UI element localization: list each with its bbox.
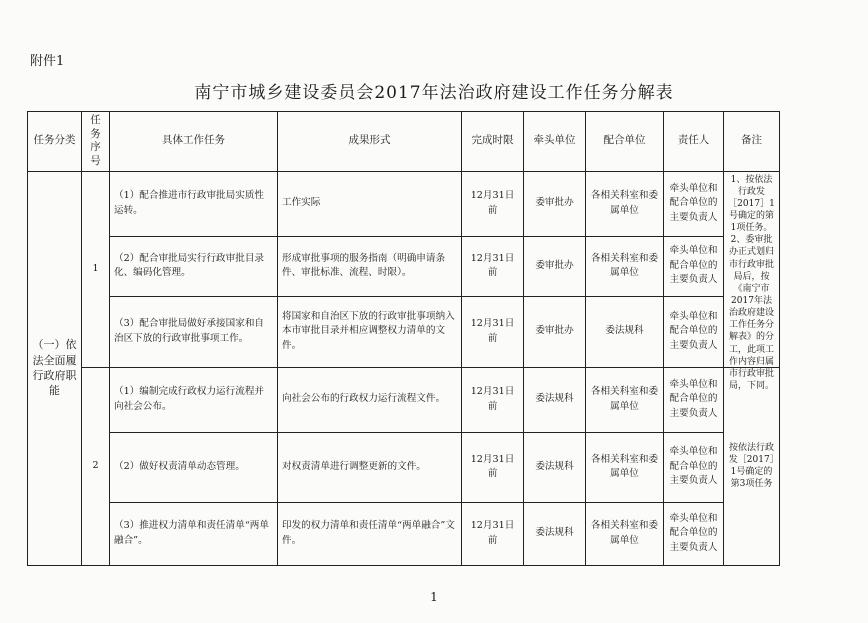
lead-unit-cell: 委审批办 <box>524 171 586 236</box>
task-seq: 1 <box>82 171 110 367</box>
table-row <box>28 502 780 565</box>
lead-unit-cell: 委审批办 <box>524 296 586 367</box>
coop-unit-cell: 各相关科室和委属单位 <box>586 432 664 502</box>
table-row <box>28 236 780 296</box>
task-cell: （2）做好权责清单动态管理。 <box>110 432 278 502</box>
lead-unit-cell: 委法规科 <box>524 432 586 502</box>
deadline-cell: 12月31日前 <box>462 432 524 502</box>
task-cell: （3）配合审批局做好承接国家和自治区下放的行政审批事项工作。 <box>110 296 278 367</box>
result-cell: 向社会公布的行政权力运行流程文件。 <box>278 367 462 432</box>
lead-unit-cell: 委法规科 <box>524 502 586 565</box>
document-title: 南宁市城乡建设委员会2017年法治政府建设工作任务分解表 <box>194 83 674 103</box>
note-text: 按依法行政发［2017］1号确定的第3项任务 <box>724 367 780 565</box>
result-cell: 将国家和自治区下放的行政审批事项纳入本市审批目录并相应调整权力清单的文件。 <box>278 296 462 367</box>
owner-cell: 牵头单位和配合单位的主要负责人 <box>664 236 724 296</box>
deadline-cell: 12月31日前 <box>462 296 524 367</box>
task-table <box>27 111 780 566</box>
coop-unit-cell: 各相关科室和委属单位 <box>586 502 664 565</box>
task-cell: （3）推进权力清单和责任清单“两单融合”。 <box>110 502 278 565</box>
coop-unit-cell: 各相关科室和委属单位 <box>586 236 664 296</box>
header-note: 备注 <box>724 112 780 172</box>
deadline-cell: 12月31日前 <box>462 236 524 296</box>
task-category: （一）依法全面履行政府职能 <box>28 171 82 565</box>
deadline-cell: 12月31日前 <box>462 502 524 565</box>
owner-cell: 牵头单位和配合单位的主要负责人 <box>664 367 724 432</box>
result-cell: 印发的权力清单和责任清单“两单融合”文件。 <box>278 502 462 565</box>
note-cell <box>724 171 780 391</box>
owner-cell: 牵头单位和配合单位的主要负责人 <box>664 432 724 502</box>
header-owner: 责任人 <box>664 112 724 172</box>
page-number: 1 <box>430 590 438 604</box>
result-cell: 形成审批事项的服务指南（明确申请条件、审批标准、流程、时限）。 <box>278 236 462 296</box>
header-lead: 牵头单位 <box>524 112 586 172</box>
lead-unit-cell: 委审批办 <box>524 236 586 296</box>
owner-cell: 牵头单位和配合单位的主要负责人 <box>664 296 724 367</box>
task-cell: （1）编制完成行政权力运行流程并向社会公布。 <box>110 367 278 432</box>
deadline-cell: 12月31日前 <box>462 367 524 432</box>
coop-unit-cell: 委法规科 <box>586 296 664 367</box>
header-task: 具体工作任务 <box>110 112 278 172</box>
task-cell: （2）配合审批局实行行政审批目录化、编码化管理。 <box>110 236 278 296</box>
header-deadline: 完成时限 <box>462 112 524 172</box>
result-cell: 工作实际 <box>278 171 462 236</box>
lead-unit-cell: 委法规科 <box>524 367 586 432</box>
owner-cell: 牵头单位和配合单位的主要负责人 <box>664 502 724 565</box>
attachment-label: 附件1 <box>30 54 65 69</box>
task-cell: （1）配合推进市行政审批局实质性运转。 <box>110 171 278 236</box>
note-text: 1、按依法行政发［2017］1号确定的第1项任务。2、委审批办正式划归市行政审批局后，按《南宁市2017年法治政府建设工作任务分解表》的分工，此项工作内容归属市行政审批局，下同。 <box>728 174 775 391</box>
header-seq: 任务序号 <box>82 112 110 172</box>
result-cell: 对权责清单进行调整更新的文件。 <box>278 432 462 502</box>
header-result: 成果形式 <box>278 112 462 172</box>
coop-unit-cell: 各相关科室和委属单位 <box>586 171 664 236</box>
header-coop: 配合单位 <box>586 112 664 172</box>
deadline-cell: 12月31日前 <box>462 171 524 236</box>
table-row <box>28 432 780 502</box>
table-header-row <box>28 112 780 172</box>
table-row <box>28 171 780 236</box>
table-row <box>28 367 780 432</box>
task-seq: 2 <box>82 367 110 565</box>
header-category: 任务分类 <box>28 112 82 172</box>
owner-cell: 牵头单位和配合单位的主要负责人 <box>664 171 724 236</box>
table-row <box>28 296 780 367</box>
coop-unit-cell: 各相关科室和委属单位 <box>586 367 664 432</box>
